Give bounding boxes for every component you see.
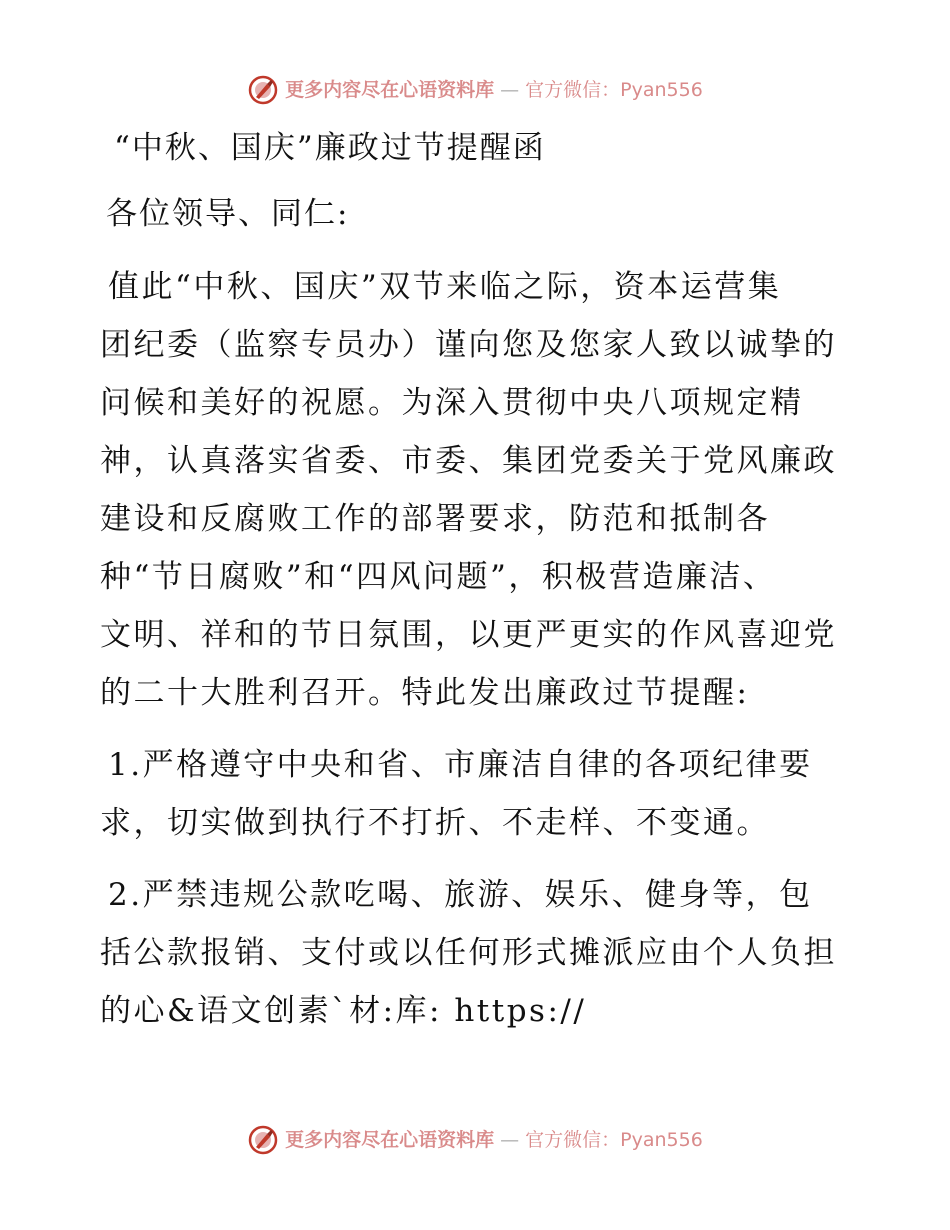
paragraph-intro: [100, 258, 860, 722]
watermark-brand: 更多内容尽在心语资料库: [285, 78, 495, 101]
watermark-dash: —: [500, 1128, 520, 1151]
paragraph-line: 1.严格遵守中央和省、市廉洁自律的各项纪律要: [108, 747, 813, 783]
watermark-account: 官方微信：Pyan556: [525, 1128, 703, 1151]
paragraph-line: 的二十大胜利召开。特此发出廉政过节提醒:: [100, 675, 750, 711]
document-title: “中秋、国庆”廉政过节提醒函: [114, 130, 546, 166]
paragraph-line: 建设和反腐败工作的部署要求，防范和抵制各: [100, 501, 770, 537]
paragraph-item-2: [100, 866, 860, 1040]
paragraph-line: 的心&语文创素`材:库: https://: [100, 993, 587, 1029]
paragraph-line: 括公款报销、支付或以任何形式摊派应由个人负担: [100, 935, 837, 971]
paragraph-line: 文明、祥和的节日氛围，以更严更实的作风喜迎党: [100, 617, 837, 653]
paragraph-line: 问候和美好的祝愿。为深入贯彻中央八项规定精: [100, 385, 804, 421]
watermark-dash: —: [500, 78, 520, 101]
document-body: [100, 118, 860, 1054]
paragraph-line: 种“节日腐败”和“四风问题”，积极营造廉洁、: [100, 559, 777, 595]
paragraph-line: 2.严禁违规公款吃喝、旅游、娱乐、健身等，包: [108, 877, 813, 913]
paragraph-line: 神，认真落实省委、市委、集团党委关于党风廉政: [100, 443, 837, 479]
document-greeting: 各位领导、同仁:: [106, 196, 350, 232]
watermark-brand: 更多内容尽在心语资料库: [285, 1128, 495, 1151]
paragraph-line: 团纪委（监察专员办）谨向您及您家人致以诚挚的: [100, 327, 837, 363]
footer-watermark: [0, 1120, 950, 1160]
paragraph-line: 值此“中秋、国庆”双节来临之际，资本运营集: [108, 269, 782, 305]
paragraph-line: 求，切实做到执行不打折、不走样、不变通。: [100, 805, 770, 841]
pen-nib-logo-icon: [247, 74, 279, 106]
watermark-account: 官方微信：Pyan556: [525, 78, 703, 101]
watermark-inner: [247, 1124, 703, 1156]
watermark-inner: [247, 74, 703, 106]
header-watermark: [0, 70, 950, 110]
pen-nib-logo-icon: [247, 1124, 279, 1156]
paragraph-item-1: [100, 736, 860, 852]
